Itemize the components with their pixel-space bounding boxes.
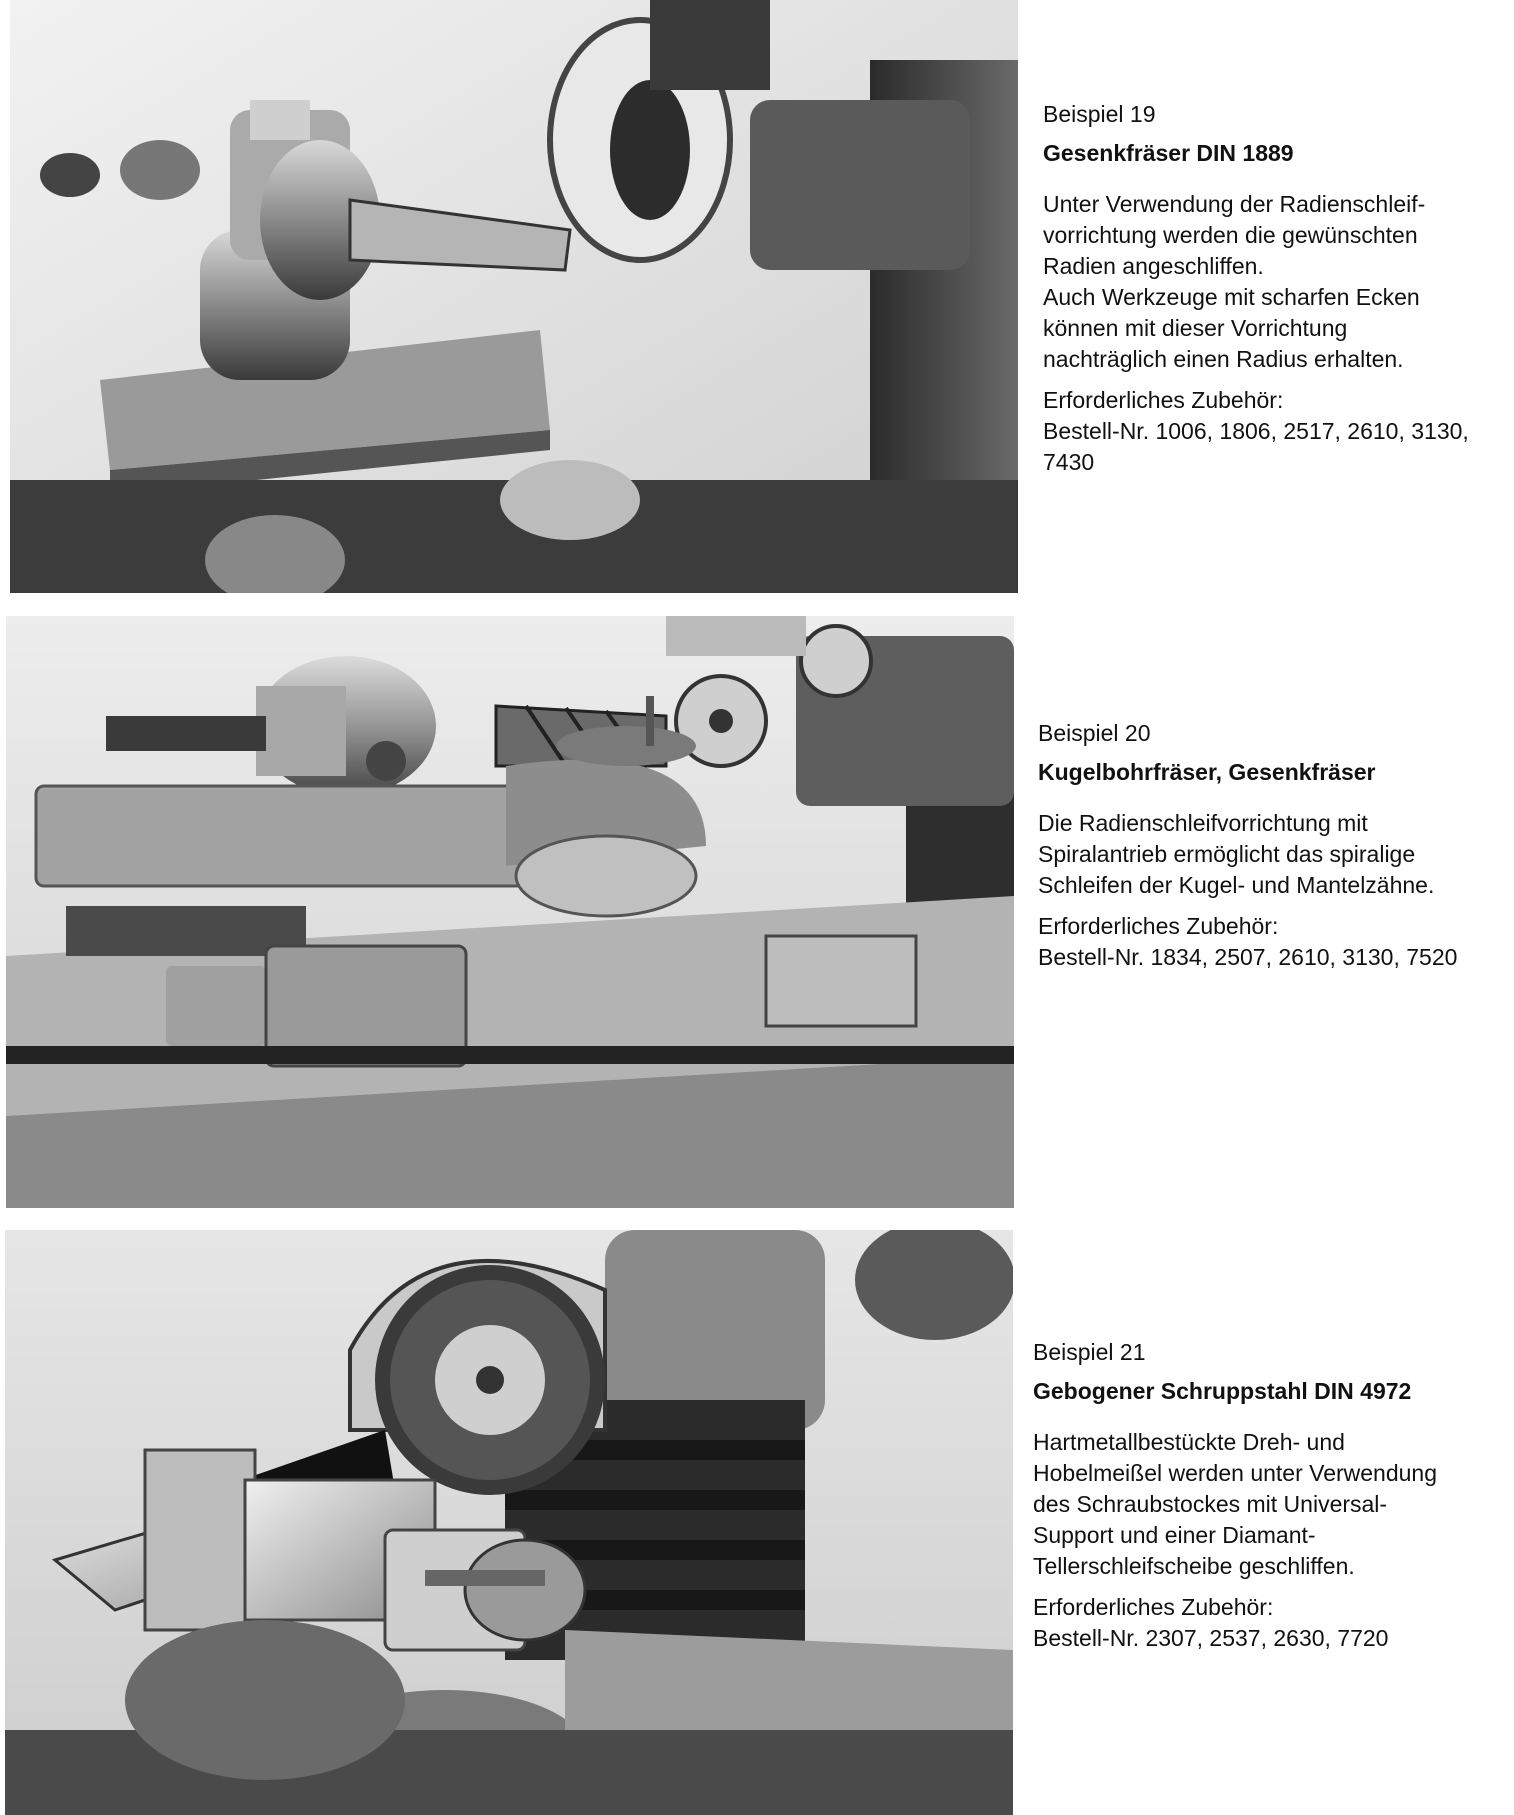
- order-numbers: Bestell-Nr. 2307, 2537, 2630, 7720: [1033, 1625, 1389, 1651]
- accessories-heading: Erforderliches Zubehör:: [1033, 1594, 1274, 1620]
- example-description: Hartmetallbestückte Dreh- und Hobelmeißel werden unter Verwendung des Schraubstockes mit Universal- Support und einer Diamant- Tellerschleifscheibe geschliffen.: [1033, 1429, 1438, 1579]
- photo-example-20: [6, 616, 1014, 1208]
- photo-example-21: [5, 1230, 1013, 1815]
- example-label: Beispiel 19: [1043, 101, 1156, 127]
- order-numbers: Bestell-Nr. 1834, 2507, 2610, 3130, 7520: [1038, 944, 1458, 970]
- accessories-heading: Erforderliches Zubehör:: [1038, 913, 1279, 939]
- example-description: Die Radienschleifvorrichtung mit Spiralantrieb ermöglicht das spiralige Schleifen der Kugel- und Mantelzähne.: [1038, 810, 1435, 898]
- caption-example-20: [1038, 720, 1514, 973]
- example-title: Kugelbohrfräser, Gesenkfräser: [1038, 759, 1376, 785]
- caption-example-21: [1033, 1339, 1514, 1654]
- example-title: Gebogener Schruppstahl DIN 4972: [1033, 1378, 1412, 1404]
- example-label: Beispiel 21: [1033, 1339, 1146, 1365]
- example-title: Gesenkfräser DIN 1889: [1043, 140, 1294, 166]
- caption-example-19: [1043, 101, 1514, 478]
- example-label: Beispiel 20: [1038, 720, 1151, 746]
- accessories-heading: Erforderliches Zubehör:: [1043, 387, 1284, 413]
- example-description: Unter Verwendung der Radienschleif- vorrichtung werden die gewünschten Radien angeschliffen. Auch Werkzeuge mit scharfen Ecken können mit dieser Vorrichtung nachträglich einen Radius erhalten.: [1043, 191, 1426, 372]
- photo-example-19: [10, 0, 1018, 593]
- order-numbers: Bestell-Nr. 1006, 1806, 2517, 2610, 3130, 7430: [1043, 418, 1469, 475]
